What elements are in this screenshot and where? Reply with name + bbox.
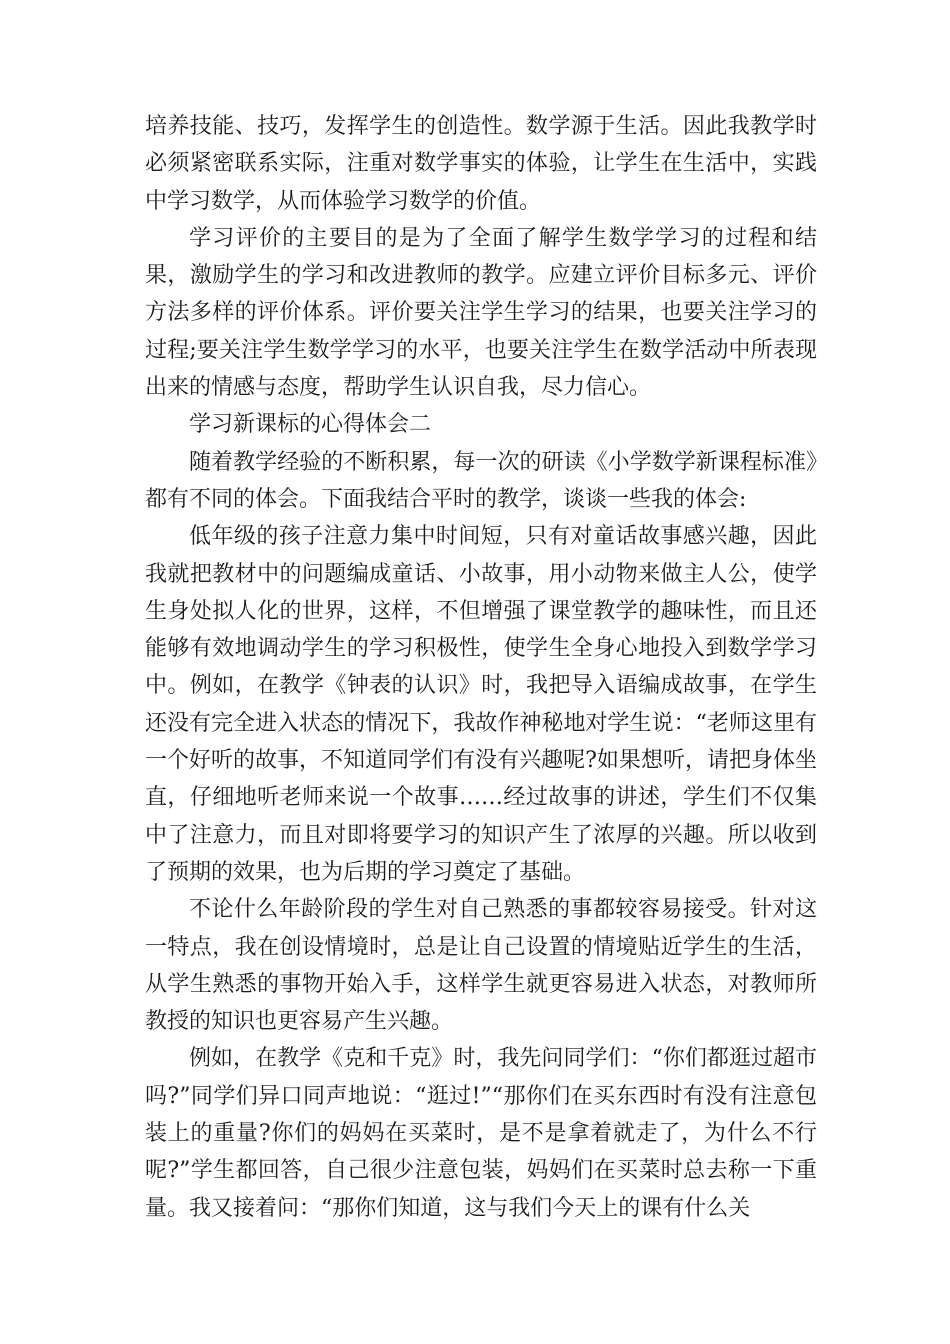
paragraph-intro: 随着教学经验的不断积累，每一次的研读《小学数学新课程标准》都有不同的体会。下面我结合平时的教学，谈谈一些我的体会: [145,449,817,512]
paragraph-continuation: 培养技能、技巧，发挥学生的创造性。数学源于生活。因此我教学时必须紧密联系实际，注重对数学事实的体验，让学生在生活中，实践中学习数学，从而体验学习数学的价值。 [145,114,817,214]
paragraph-evaluation: 学习评价的主要目的是为了全面了解学生数学学习的过程和结果，激励学生的学习和改进教师的教学。应建立评价目标多元、评价方法多样的评价体系。评价要关注学生学习的结果，也要关注学习的过程;要关注学生数学学习的水平，也要关注学生在数学活动中所表现出来的情感与态度，帮助学生认识自我，尽力信心。 [145,225,817,401]
document-page [145,108,817,1227]
paragraph-familiar: 不论什么年龄阶段的学生对自己熟悉的事都较容易接受。针对这一特点，我在创设情境时，总是让自己设置的情境贴近学生的生活，从学生熟悉的事物开始入手，这样学生就更容易进入状态，对教师所教授的知识也更容易产生兴趣。 [145,897,817,1035]
paragraph-example: 例如，在教学《克和千克》时，我先问同学们：“你们都逛过超市吗?”同学们异口同声地说：“逛过!”“那你们在买东西时有没有注意包装上的重量?你们的妈妈在买菜时，是不是拿着就走了，为什么不行呢?”学生都回答，自己很少注意包装，妈妈们在买菜时总去称一下重量。我又接着问：“那你们知道，这与我们今天上的课有什么关 [145,1046,817,1221]
paragraph-stories: 低年级的孩子注意力集中时间短，只有对童话故事感兴趣，因此我就把教材中的问题编成童话、小故事，用小动物来做主人公，使学生身处拟人化的世界，这样，不但增强了课堂教学的趣味性，而且还能够有效地调动学生的学习积极性，使学生全身心地投入到数学学习中。例如，在教学《钟表的认识》时，我把导入语编成故事，在学生还没有完全进入状态的情况下，我故作神秘地对学生说：“老师这里有一个好听的故事，不知道同学们有没有兴趣呢?如果想听，请把身体坐直，仔细地听老师来说一个故事……经过故事的讲述，学生们不仅集中了注意力，而且对即将要学习的知识产生了浓厚的兴趣。所以收到了预期的效果，也为后期的学习奠定了基础。 [145,524,817,885]
section-heading: 学习新课标的心得体会二 [189,412,432,438]
